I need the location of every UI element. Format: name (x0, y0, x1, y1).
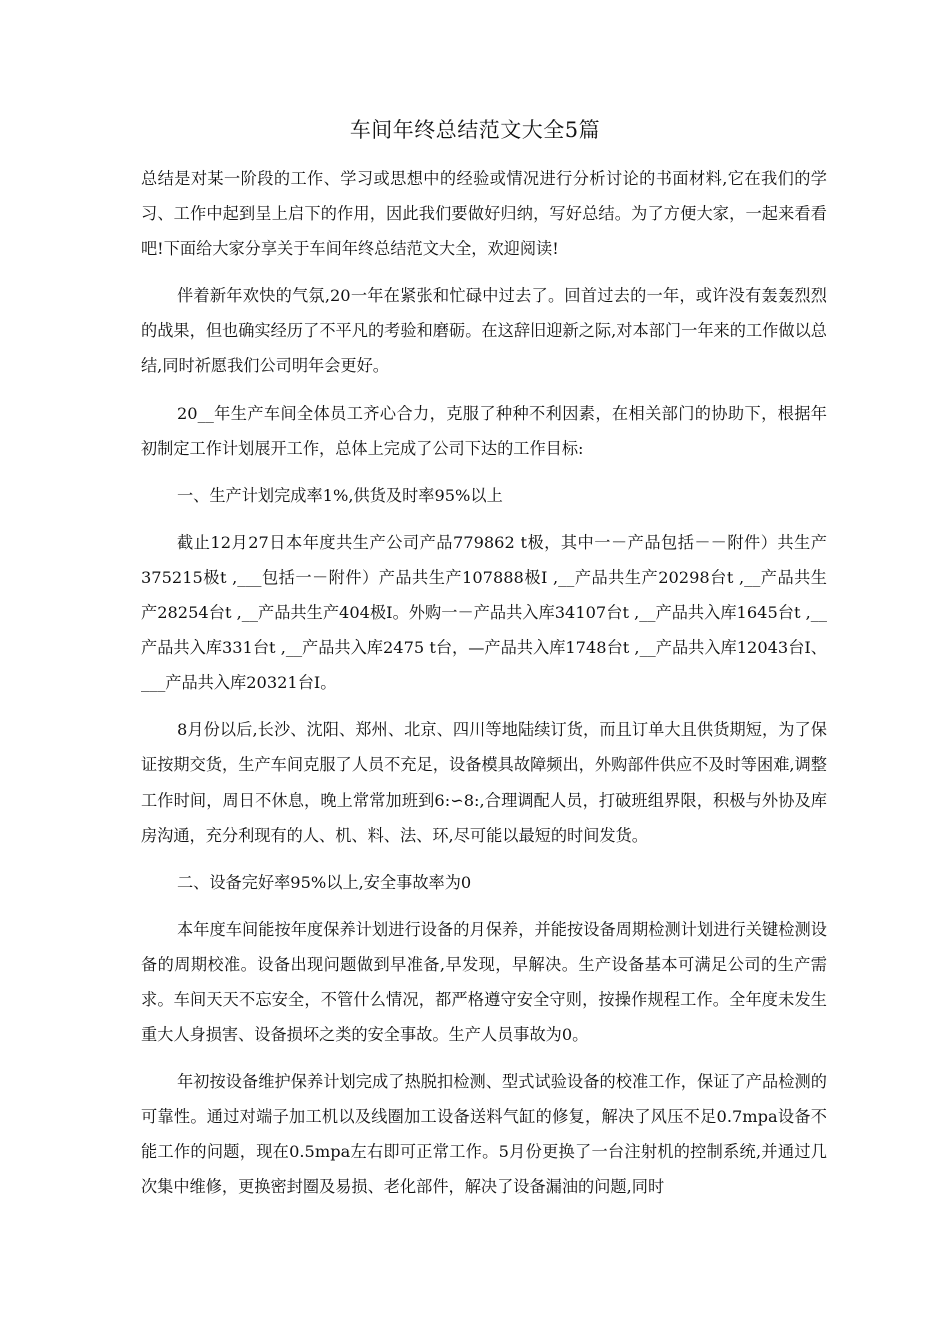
paragraph-overview: 20__年生产车间全体员工齐心合力，克服了种种不利因素，在相关部门的协助下，根据年初制定工作计划展开工作，总体上完成了公司下达的工作目标: (141, 403, 827, 458)
paragraph-equipment-maintenance: 本年度车间能按年度保养计划进行设备的月保养，并能按设备周期检测计划进行关键检测设备的周期校准。设备出现问题做到早准备,早发现，早解决。生产设备基本可满足公司的生产需求。车间天天不忘安全，不管什么情况，都严格遵守安全守则，按操作规程工作。全年度未发生重大人身损害、设备损坏之类的安全事故。生产人员事故为0。 (141, 919, 827, 1045)
section-heading-production: 一、生产计划完成率1%,供货及时率95%以上 (177, 485, 503, 505)
paragraph-august-orders: 8月份以后,长沙、沈阳、郑州、北京、四川等地陆续订货，而且订单大且供货期短，为了保证按期交货，生产车间克服了人员不充足，设备模具故障频出，外购部件供应不及时等困难,调整工作时间，周日不休息，晚上常常加班到6:∽8:,合理调配人员，打破班组界限，积极与外协及库房沟通，充分利现有的人、机、料、法、环,尽可能以最短的时间发货。 (141, 720, 827, 845)
paragraph-equipment-repairs: 年初按设备维护保养计划完成了热脱扣检测、型式试验设备的校准工作，保证了产品检测的可靠性。通过对端子加工机以及线圈加工设备送料气缸的修复，解决了风压不足0.7mpa设备不能工作的问题，现在0.5mpa左右即可正常工作。5月份更换了一台注射机的控制系统,并通过几次集中维修，更换密封圈及易损、老化部件，解决了设备漏油的问题,同时 (141, 1072, 827, 1197)
paragraph-production-figures: 截止12月27日本年度共生产公司产品779862 t极，其中一－产品包括－－附件）共生产375215极t ,___包括一－附件）产品共生产107888极I ,__产品共生产20298台t ,__产品共生产28254台t ,__产品共生产404极I。外购一－产品共入库34107台t ,__产品共入库1645台t ,__产品共入库331台t ,__产品共入库2475 t台，—产品共入库1748台t ,__产品共入库12043台I、___产品共入库20321台I。 (141, 532, 827, 693)
document-title: 车间年终总结范文大全5篇 (349, 118, 601, 142)
section-heading-equipment: 二、设备完好率95%以上,安全事故率为0 (177, 872, 472, 892)
paragraph-opening: 伴着新年欢快的气氛,20一年在紧张和忙碌中过去了。回首过去的一年，或许没有轰轰烈烈的战果，但也确实经历了不平凡的考验和磨砺。在这辞旧迎新之际,对本部门一年来的工作做以总结,同时祈愿我们公司明年会更好。 (141, 286, 827, 376)
paragraph-intro: 总结是对某一阶段的工作、学习或思想中的经验或情况进行分析讨论的书面材料,它在我们的学习、工作中起到呈上启下的作用，因此我们要做好归纳，写好总结。为了方便大家，一起来看看吧!下面给大家分享关于车间年终总结范文大全，欢迎阅读! (141, 169, 827, 259)
document-body (141, 161, 827, 1217)
